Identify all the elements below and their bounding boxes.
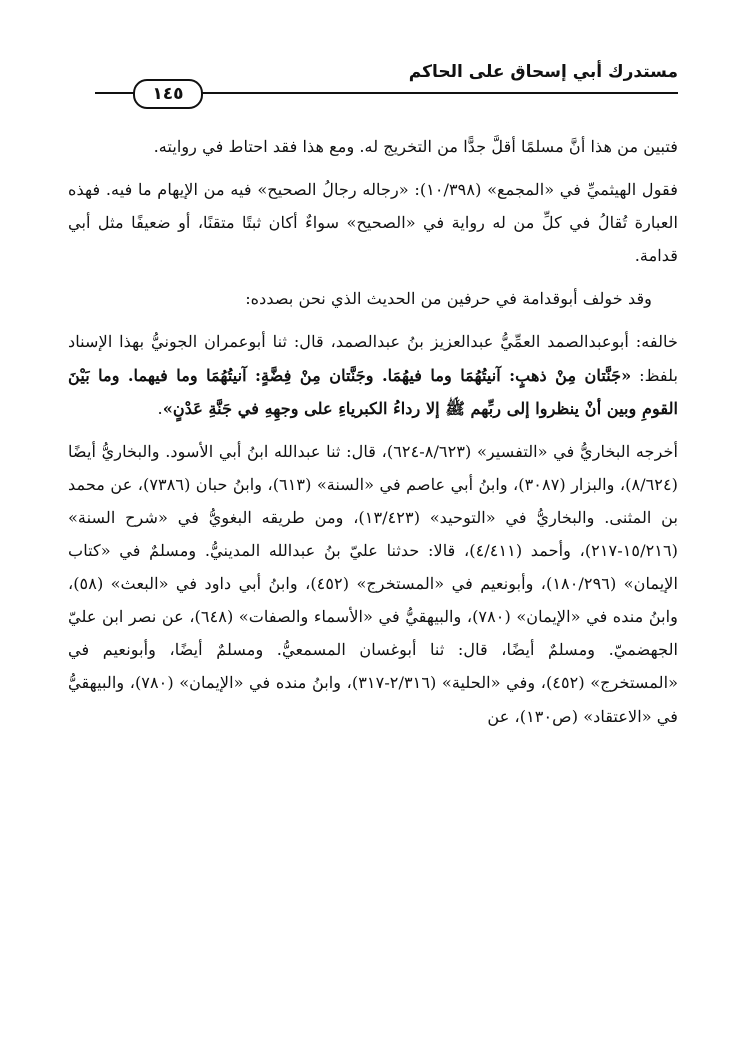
paragraph: أخرجه البخاريُّ في «التفسير» (٨/٦٢٣-٦٢٤)، قال: ثنا عبدالله ابنُ أبي الأسود. والبخاريُّ أيضًا (٨/٦٢٤)، والبزار (٣٠٨٧)، وابنُ أبي عاصم في «السنة» (٦١٣)، وابنُ حبان (٧٣٨٦)، عن محمد بن المثنى. والبخاريُّ في «التوحيد» (١٣/٤٢٣)، ومن طريقه البغويُّ في «شرح السنة» (١٥/٢١٦-٢١٧)، وأحمد (٤/٤١١)، قالا: حدثنا عليّ بنُ عبدالله المدينيُّ. ومسلمٌ في «كتاب الإيمان» (١٨٠/٢٩٦)، وأبونعيم في «المستخرج» (٤٥٢)، وابنُ أبي داود في «البعث» (٥٨)، وابنُ منده في «الإيمان» (٧٨٠)، والبيهقيُّ في «الأسماء والصفات» (٦٤٨)، عن نصر ابن عليّ الجهضميّ. ومسلمٌ أيضًا، قال: ثنا أبوغسان المسمعيُّ. ومسلمٌ أيضًا، وأبونعيم في «المستخرج» (٤٥٢)، وفي «الحلية» (٢/٣١٦-٣١٧)، وابنُ منده في «الإيمان» (٧٨٠)، والبيهقيُّ في «الاعتقاد» (ص١٣٠)، عن <box>68 441 679 726</box>
paragraph-text: . <box>157 398 163 418</box>
paragraph-text: خالفه: أبوعبدالصمد العمِّيُّ عبدالعزيز بنُ عبدالصمد، قال: ثنا أبوعمران الجونيُّ بهذا الإسناد بلفظ: <box>68 332 678 385</box>
paragraph: فقول الهيثميِّ في «المجمع» (١٠/٣٩٨): «رجاله رجالُ الصحيح» فيه من الإيهام ما فيه. فهذه العبارة تُقالُ في كلِّ من له رواية في «الصحيح» سواءٌ أكان ثبتًا متقنًا، أو ضعيفًا مثل أبي قدامة. <box>68 180 678 266</box>
hadith-text: «جَنَّتان مِنْ ذهبٍ: آنيتُهُمَا وما فيهُمَا. وجَنَّتان مِنْ فِضَّةٍ: آنيتُهُمَا وما فيهما. وما بَيْنَ القومِ وبين أنْ ينظروا إلى ربِّهم ﷺ إلا رداءُ الكبرياءِ على وجهِهِ في جَنَّةِ عَدْنٍ» <box>68 365 678 418</box>
hadith-paragraph <box>68 325 678 424</box>
page-body <box>68 130 678 733</box>
running-header <box>95 60 678 104</box>
header-title: مستدرك أبي إسحاق على الحاكم <box>408 62 678 82</box>
page-number: ١٤٥ <box>133 79 203 109</box>
paragraph: فتبين من هذا أنَّ مسلمًا أقلَّ جدًّا من التخريج له. ومع هذا فقد احتاط في روايته. <box>153 137 678 156</box>
paragraph: وقد خولف أبوقدامة في حرفين من الحديث الذي نحن بصدده: <box>245 289 652 309</box>
